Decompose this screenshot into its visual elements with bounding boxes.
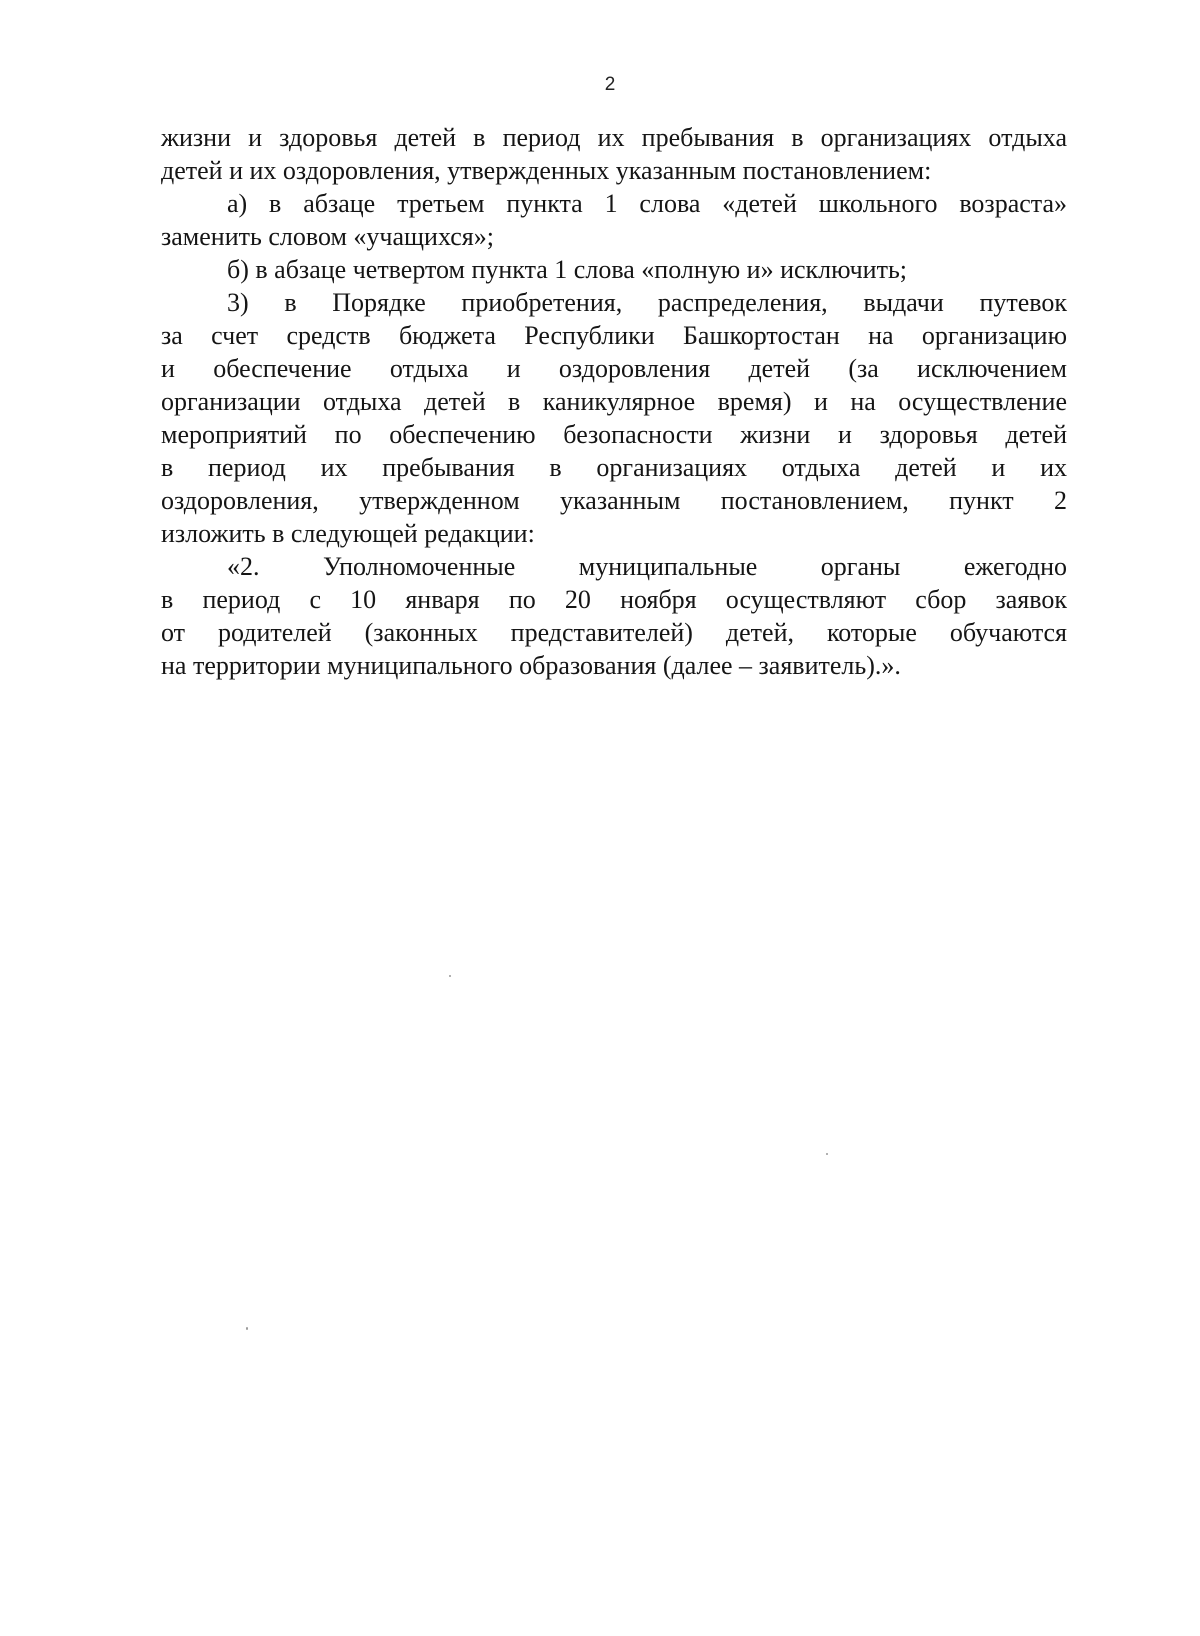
text-line: за счет средств бюджета Республики Башкортостан на организацию	[161, 321, 1067, 350]
text-line: детей и их оздоровления, утвержденных указанным постановлением:	[161, 156, 932, 185]
scan-speck	[826, 1153, 828, 1155]
text-line: 3) в Порядке приобретения, распределения, выдачи путевок	[227, 288, 1067, 317]
text-line: оздоровления, утвержденном указанным постановлением, пункт 2	[161, 486, 1067, 515]
text-line: жизни и здоровья детей в период их пребывания в организациях отдыха	[161, 123, 1067, 152]
text-line: в период с 10 января по 20 ноября осуществляют сбор заявок	[161, 585, 1067, 614]
text-line: изложить в следующей редакции:	[161, 519, 535, 548]
text-line: в период их пребывания в организациях отдыха детей и их	[161, 453, 1067, 482]
text-line: на территории муниципального образования (далее – заявитель).».	[161, 651, 901, 680]
text-line: мероприятий по обеспечению безопасности жизни и здоровья детей	[161, 420, 1067, 449]
scan-speck	[246, 1327, 248, 1330]
document-body	[161, 121, 1067, 682]
text-line: а) в абзаце третьем пункта 1 слова «детей школьного возраста»	[227, 189, 1067, 218]
text-line: от родителей (законных представителей) детей, которые обучаются	[161, 618, 1067, 647]
text-line: б) в абзаце четвертом пункта 1 слова «полную и» исключить;	[227, 255, 908, 284]
page-number: 2	[604, 74, 616, 95]
text-line: организации отдыха детей в каникулярное время) и на осуществление	[161, 387, 1067, 416]
text-line: «2. Уполномоченные муниципальные органы ежегодно	[227, 552, 1067, 581]
text-line: и обеспечение отдыха и оздоровления детей (за исключением	[161, 354, 1067, 383]
scan-speck	[449, 975, 451, 977]
text-line: заменить словом «учащихся»;	[161, 222, 494, 251]
